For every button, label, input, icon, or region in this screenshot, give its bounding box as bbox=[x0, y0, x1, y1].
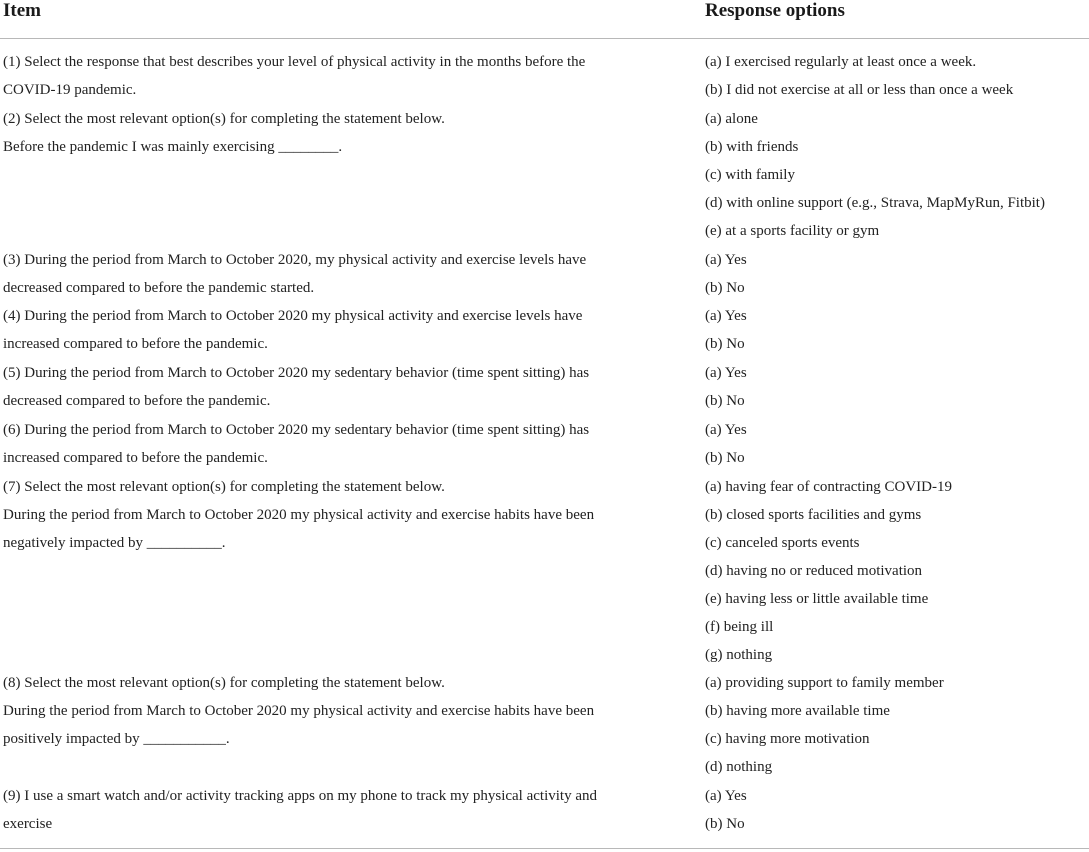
response-option: (a) Yes bbox=[705, 365, 747, 381]
response-option: (b) I did not exercise at all or less than once a week bbox=[705, 82, 1014, 98]
item-line: (5) During the period from March to October 2020 my sedentary behavior (time spent sitting) has bbox=[3, 365, 590, 381]
response-option: (a) having fear of contracting COVID-19 bbox=[705, 479, 952, 495]
response-option: (e) at a sports facility or gym bbox=[705, 223, 880, 239]
response-option: (b) No bbox=[705, 336, 745, 352]
response-option: (b) No bbox=[705, 816, 745, 832]
response-option: (a) providing support to family member bbox=[705, 675, 944, 691]
item-line: Before the pandemic I was mainly exercising ________. bbox=[3, 139, 343, 155]
response-option: (b) No bbox=[705, 280, 745, 296]
item-line: (3) During the period from March to October 2020, my physical activity and exercise levels have bbox=[3, 252, 587, 268]
header-divider bbox=[0, 38, 1089, 39]
response-option: (d) nothing bbox=[705, 759, 773, 775]
response-option: (a) I exercised regularly at least once a week. bbox=[705, 54, 977, 70]
response-option: (b) No bbox=[705, 393, 745, 409]
item-line: (6) During the period from March to October 2020 my sedentary behavior (time spent sitting) has bbox=[3, 422, 590, 438]
item-line: increased compared to before the pandemic. bbox=[3, 336, 268, 352]
response-option: (d) with online support (e.g., Strava, MapMyRun, Fitbit) bbox=[705, 195, 1045, 211]
response-option: (a) Yes bbox=[705, 308, 747, 324]
item-line: decreased compared to before the pandemic started. bbox=[3, 280, 315, 296]
response-option: (b) closed sports facilities and gyms bbox=[705, 507, 922, 523]
column-header-response-options: Response options bbox=[705, 0, 845, 21]
item-line: positively impacted by ___________. bbox=[3, 731, 230, 747]
item-line: (9) I use a smart watch and/or activity tracking apps on my phone to track my physical activity and bbox=[3, 788, 597, 804]
item-line: COVID-19 pandemic. bbox=[3, 82, 137, 98]
response-option: (e) having less or little available time bbox=[705, 591, 929, 607]
response-option: (a) Yes bbox=[705, 252, 747, 268]
item-line: (2) Select the most relevant option(s) for completing the statement below. bbox=[3, 111, 445, 127]
item-line: increased compared to before the pandemic. bbox=[3, 450, 268, 466]
item-line: (1) Select the response that best describes your level of physical activity in the months before the bbox=[3, 54, 586, 70]
item-line: (8) Select the most relevant option(s) for completing the statement below. bbox=[3, 675, 445, 691]
item-line: exercise bbox=[3, 816, 53, 832]
column-header-item: Item bbox=[3, 0, 41, 21]
response-option: (b) having more available time bbox=[705, 703, 890, 719]
response-option: (a) Yes bbox=[705, 788, 747, 804]
response-option: (f) being ill bbox=[705, 619, 774, 635]
item-line: (4) During the period from March to October 2020 my physical activity and exercise levels have bbox=[3, 308, 583, 324]
response-option: (c) canceled sports events bbox=[705, 535, 860, 551]
response-option: (a) alone bbox=[705, 111, 758, 127]
table-bottom-rule bbox=[0, 848, 1089, 849]
item-line: decreased compared to before the pandemic. bbox=[3, 393, 271, 409]
response-option: (d) having no or reduced motivation bbox=[705, 563, 923, 579]
item-line: negatively impacted by __________. bbox=[3, 535, 226, 551]
item-line: (7) Select the most relevant option(s) for completing the statement below. bbox=[3, 479, 445, 495]
response-option: (b) No bbox=[705, 450, 745, 466]
item-line: During the period from March to October 2020 my physical activity and exercise habits have been bbox=[3, 507, 595, 523]
response-option: (c) having more motivation bbox=[705, 731, 870, 747]
response-option: (a) Yes bbox=[705, 422, 747, 438]
response-option: (g) nothing bbox=[705, 647, 773, 663]
response-option: (c) with family bbox=[705, 167, 795, 183]
item-line: During the period from March to October 2020 my physical activity and exercise habits have been bbox=[3, 703, 595, 719]
response-option: (b) with friends bbox=[705, 139, 799, 155]
